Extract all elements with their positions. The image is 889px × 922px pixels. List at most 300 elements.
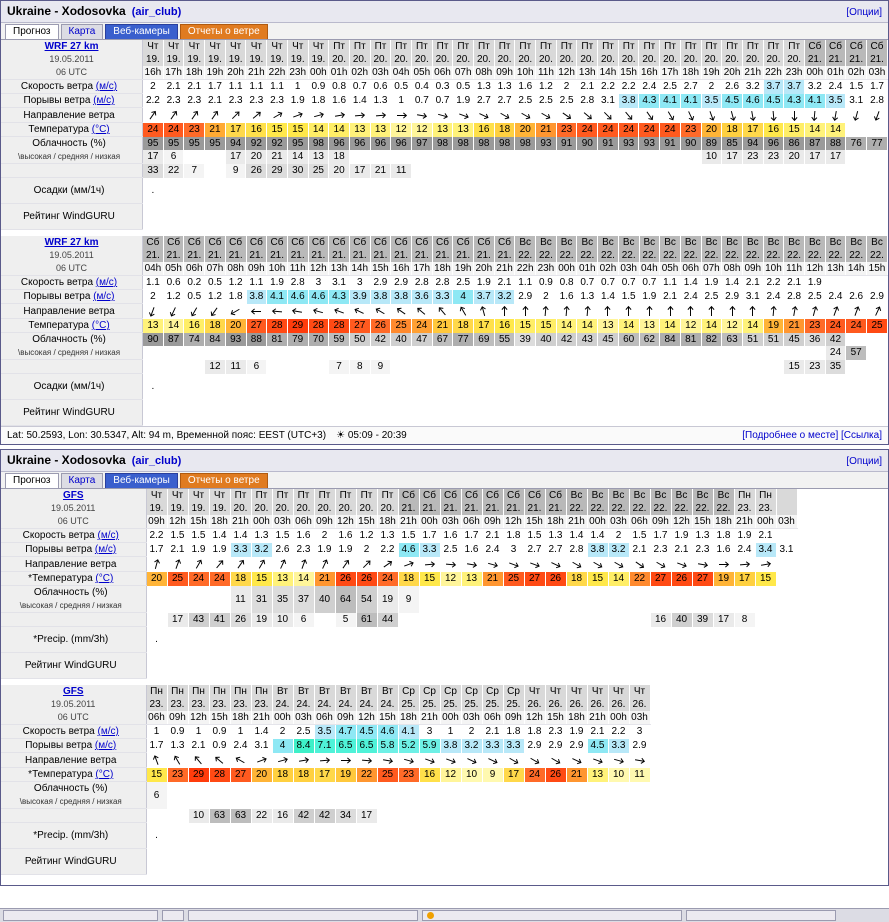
day-cell: Чт	[209, 489, 230, 502]
rating-cell	[784, 204, 805, 230]
cloud-high-cell: 93	[639, 137, 660, 151]
tab-forecast-2[interactable]: Прогноз	[5, 473, 59, 488]
wind-direction-arrow-icon	[556, 108, 577, 123]
date-cell: 21.	[411, 249, 432, 262]
day-cell: Пт	[680, 40, 701, 53]
precip-label: Осадки (мм/1ч)	[1, 374, 143, 400]
hour-cell: 16h	[144, 67, 162, 78]
wind-direction-arrow-icon	[293, 753, 314, 768]
date-cell: 19.	[246, 53, 267, 66]
cloud-low-cell	[432, 164, 453, 178]
cloud-high-cell: 98	[432, 137, 453, 151]
wind-gust-cell: 7.1	[314, 739, 335, 753]
taskbar-item-2[interactable]	[162, 910, 184, 921]
wind-speed-cell: 1.3	[545, 529, 566, 543]
temperature-cell: 26	[545, 768, 566, 782]
cloud-low-label	[1, 613, 146, 627]
wind-speed-cell	[846, 276, 867, 290]
cloud-mid-cell	[391, 346, 412, 360]
wind-direction-arrow-icon	[440, 753, 461, 768]
model-link[interactable]: GFS	[62, 490, 84, 501]
wind-direction-arrow-icon	[804, 304, 825, 319]
date-cell: 21.	[804, 53, 825, 66]
taskbar-item-5[interactable]	[686, 910, 836, 921]
day-cell: Сб	[308, 236, 329, 249]
cloud-low-cell	[143, 360, 164, 374]
date-cell: 24.	[293, 698, 314, 711]
cloud-high-cell: 95	[184, 137, 205, 151]
hour-cell: 06h	[185, 263, 203, 274]
cloud-low-cell	[440, 613, 461, 627]
cloud-low-cell: 42	[314, 809, 335, 823]
cloud-high-cell	[755, 586, 776, 613]
cloud-low-cell	[146, 809, 167, 823]
cloud-low-cell: 10	[272, 613, 293, 627]
cloud-high-cell	[419, 586, 440, 613]
wind-direction-arrow-icon	[329, 304, 350, 319]
wind-speed-cell: 2	[314, 529, 335, 543]
day-cell: Пт	[577, 40, 598, 53]
cloud-low-cell	[618, 164, 639, 178]
club-link-2[interactable]: (air_club)	[131, 455, 182, 467]
temperature-cell: 14	[556, 319, 577, 333]
wind-direction-arrow-icon	[577, 108, 598, 123]
wind-speed-cell: 3	[349, 276, 370, 290]
wind-gust-cell: 2.5	[515, 94, 536, 108]
day-cell: Сб	[267, 236, 288, 249]
precip-cell	[419, 627, 440, 653]
wind-speed-cell: 1.8	[503, 529, 524, 543]
cloud-low-row	[1, 360, 888, 374]
precip-cell	[825, 178, 846, 204]
wind-direction-label: Направление ветра	[1, 304, 143, 319]
day-cell: Чт	[267, 40, 288, 53]
date-cell: 26.	[608, 698, 629, 711]
cloud-mid-cell	[494, 150, 515, 164]
wind-direction-arrow-icon	[246, 108, 267, 123]
cloud-low-cell	[660, 360, 681, 374]
day-cell: Чт	[629, 685, 650, 698]
hour-cell: 10h	[516, 67, 534, 78]
day-cell: Пт	[230, 489, 251, 502]
wind-speed-cell: 0.2	[184, 276, 205, 290]
tab-webcams[interactable]: Веб-камеры	[105, 24, 178, 39]
day-cell: Пт	[329, 40, 350, 53]
temperature-cell: 13	[453, 123, 474, 137]
temperature-cell: 18	[494, 123, 515, 137]
wind-speed-label: Скорость ветра (м/с)	[1, 529, 146, 543]
wind-gust-label: Порывы ветра (м/с)	[1, 543, 146, 557]
hour-cell: 12h	[806, 263, 824, 274]
rating-cell	[713, 653, 734, 679]
hour-cell: 09h	[482, 515, 503, 529]
cloud-low-cell: 11	[391, 164, 412, 178]
date-cell: 20.	[314, 502, 335, 515]
wind-gust-cell: 2.8	[566, 543, 587, 557]
day-cell: Сб	[825, 40, 846, 53]
precip-cell	[272, 823, 293, 849]
club-link[interactable]: (air_club)	[131, 6, 182, 18]
rating-cell	[722, 204, 743, 230]
wind-gust-cell: 3.2	[494, 290, 515, 304]
wind-direction-arrow-icon	[461, 753, 482, 768]
cloud-low-cell	[639, 164, 660, 178]
date-cell: 20.	[515, 53, 536, 66]
day-cell: Пн	[188, 685, 209, 698]
wind-gust-cell: 3.4	[755, 543, 776, 557]
wind-gust-cell: 1.9	[453, 94, 474, 108]
hour-cell: 02h	[351, 67, 369, 78]
wind-direction-arrow-icon	[398, 557, 419, 572]
wind-speed-cell: 1.3	[377, 529, 398, 543]
wind-speed-cell: 2.8	[432, 276, 453, 290]
day-cell: Сб	[349, 236, 370, 249]
rating-cell	[629, 653, 650, 679]
model-cell: WRF 27 km 19.05.2011 06 UTC	[1, 40, 143, 80]
date-cell: 22.	[692, 502, 713, 515]
wind-direction-arrow-icon	[680, 108, 701, 123]
day-cell: Сб	[419, 489, 440, 502]
rating-cell	[482, 849, 503, 875]
temperature-cell: 18	[205, 319, 226, 333]
precip-cell	[503, 627, 524, 653]
cloud-low-cell: 34	[335, 809, 356, 823]
taskbar-item-4[interactable]	[422, 910, 682, 921]
wind-direction-arrow-icon	[680, 304, 701, 319]
rating-cell	[440, 653, 461, 679]
cloud-high-cell: 37	[293, 586, 314, 613]
temperature-cell: 18	[722, 123, 743, 137]
cloud-low-cell	[453, 360, 474, 374]
wind-speed-cell: 1	[188, 725, 209, 739]
day-cell: Сб	[205, 236, 226, 249]
precip-cell	[618, 374, 639, 400]
precip-row	[1, 374, 888, 400]
hour-cell: 23h	[289, 67, 307, 78]
tab-wind-reports-2[interactable]: Отчеты о ветре	[180, 473, 268, 488]
precip-row	[1, 823, 650, 849]
cloud-low-cell	[825, 164, 846, 178]
precip-cell	[167, 823, 188, 849]
hour-cell: 14h	[351, 263, 369, 274]
cloud-high-cell	[734, 586, 755, 613]
wind-gust-cell: 1.9	[639, 290, 660, 304]
cloud-low-cell	[411, 360, 432, 374]
temperature-cell: 15	[536, 319, 557, 333]
wind-speed-cell: 1.5	[524, 529, 545, 543]
temperature-cell: 14	[804, 123, 825, 137]
wind-speed-cell: 2.4	[639, 80, 660, 94]
temperature-cell	[776, 572, 797, 586]
wind-gust-cell: 2.4	[230, 739, 251, 753]
wind-direction-arrow-icon	[287, 304, 308, 319]
cloud-mid-cell	[784, 346, 805, 360]
options-link-2[interactable]: [Опции]	[846, 456, 882, 467]
wind-speed-cell: 0.3	[432, 80, 453, 94]
temperature-cell: 26	[335, 572, 356, 586]
hour-cell: 15h	[620, 67, 637, 78]
day-cell: Вс	[692, 489, 713, 502]
date-cell: 23.	[755, 502, 776, 515]
wind-direction-arrow-icon	[494, 304, 515, 319]
precip-cell	[692, 627, 713, 653]
precip-cell	[629, 627, 650, 653]
cloud-low-cell: 23	[804, 360, 825, 374]
wind-gust-cell: 2.9	[515, 290, 536, 304]
cloud-low-cell	[545, 613, 566, 627]
wind-direction-label: Направление ветра	[1, 108, 143, 123]
precip-cell	[577, 374, 598, 400]
date-cell: 21.	[349, 249, 370, 262]
wind-speed-cell: 1.5	[629, 529, 650, 543]
model-link[interactable]: GFS	[62, 686, 84, 697]
wind-direction-arrow-icon	[524, 557, 545, 572]
day-cell: Сб	[494, 236, 515, 249]
cloud-low-cell: 26	[246, 164, 267, 178]
model-link[interactable]: WRF 27 km	[44, 41, 99, 52]
day-cell: Пт	[251, 489, 272, 502]
wind-direction-arrow-icon	[209, 557, 230, 572]
wind-gust-cell: 3.3	[230, 543, 251, 557]
cloud-low-cell: 26	[230, 613, 251, 627]
tab-map-2[interactable]: Карта	[61, 473, 104, 488]
wind-speed-cell: 2	[272, 725, 293, 739]
hour-cell: 09h	[248, 263, 265, 274]
cloud-low-cell	[763, 360, 784, 374]
wind-gust-cell: 3.1	[742, 290, 763, 304]
cloud-high-cell	[692, 586, 713, 613]
wind-direction-arrow-icon	[398, 753, 419, 768]
cloud-mid-cell	[246, 346, 267, 360]
tab-webcams-2[interactable]: Веб-камеры	[105, 473, 178, 488]
cloud-low-cell	[618, 360, 639, 374]
cloud-high-cell	[167, 782, 188, 809]
wind-direction-arrow-icon	[660, 304, 681, 319]
day-cell: Ср	[503, 685, 524, 698]
temperature-cell: 9	[482, 768, 503, 782]
rating-cell	[411, 400, 432, 426]
wind-direction-arrow-icon	[701, 108, 722, 123]
rating-cell	[308, 204, 329, 230]
day-cell: Пн	[146, 685, 167, 698]
day-cell: Чт	[566, 685, 587, 698]
day-cell: Сб	[804, 40, 825, 53]
day-cell: Сб	[474, 236, 495, 249]
precip-cell	[494, 178, 515, 204]
wind-direction-label: Направление ветра	[1, 753, 146, 768]
precip-cell	[329, 178, 350, 204]
cloud-low-cell	[722, 164, 743, 178]
temperature-cell: 15	[287, 123, 308, 137]
cloud-high-cell	[461, 586, 482, 613]
wind-speed-cell: 1.5	[167, 529, 188, 543]
wind-direction-arrow-icon	[293, 557, 314, 572]
cloud-high-cell	[776, 586, 797, 613]
temperature-cell: 23	[804, 319, 825, 333]
precip-cell	[370, 374, 391, 400]
footer-links[interactable]: [Подробнее о месте] [Ссылка]	[742, 430, 882, 441]
temperature-cell: 15	[784, 123, 805, 137]
wind-speed-cell: 1.1	[225, 80, 246, 94]
wind-direction-arrow-icon	[494, 108, 515, 123]
taskbar[interactable]	[0, 908, 889, 922]
day-cell: Вс	[608, 489, 629, 502]
hour-cell: 20h	[227, 67, 244, 78]
date-cell: 20.	[370, 53, 391, 66]
rating-cell	[515, 204, 536, 230]
precip-cell	[536, 374, 557, 400]
cloud-low-cell	[755, 613, 776, 627]
date-cell: 22.	[722, 249, 743, 262]
rating-cell	[349, 204, 370, 230]
hour-cell: 18h	[398, 711, 419, 725]
model-link[interactable]: WRF 27 km	[44, 237, 99, 248]
cloud-low-cell	[556, 164, 577, 178]
wind-gust-cell: 0.7	[411, 94, 432, 108]
cloud-high-cell	[314, 782, 335, 809]
cloud-mid-cell	[453, 150, 474, 164]
precip-cell	[209, 627, 230, 653]
wind-gust-cell: 4.3	[639, 94, 660, 108]
day-cell: Сб	[846, 40, 867, 53]
rating-cell	[722, 400, 743, 426]
precip-cell	[329, 374, 350, 400]
temperature-cell: 10	[461, 768, 482, 782]
wind-speed-cell: 2	[701, 80, 722, 94]
date-cell: 20.	[577, 53, 598, 66]
precip-cell	[188, 627, 209, 653]
hour-cell: 12h	[167, 515, 188, 529]
date-cell: 21.	[867, 53, 888, 66]
wind-speed-cell: 1.4	[251, 725, 272, 739]
cloud-mid-cell	[763, 346, 784, 360]
cloud-mid-cell	[577, 150, 598, 164]
hour-cell: 23h	[785, 67, 803, 78]
wind-direction-arrow-icon	[209, 753, 230, 768]
hour-cell: 09h	[335, 711, 356, 725]
tab-wind-reports[interactable]: Отчеты о ветре	[180, 24, 268, 39]
cloud-high-cell: 77	[453, 333, 474, 347]
date-cell: 20.	[251, 502, 272, 515]
date-cell: 24.	[335, 698, 356, 711]
wind-direction-arrow-icon	[163, 108, 184, 123]
cloud-mid-cell: 17	[804, 150, 825, 164]
rating-cell	[639, 400, 660, 426]
wind-direction-arrow-icon	[146, 753, 167, 768]
wind-direction-arrow-icon	[225, 108, 246, 123]
wind-speed-cell: 3.7	[784, 80, 805, 94]
wind-direction-arrow-icon	[639, 108, 660, 123]
hour-cell: 15h	[188, 515, 209, 529]
date-cell: 20.	[660, 53, 681, 66]
cloud-mid-cell: 23	[742, 150, 763, 164]
precip-cell	[411, 374, 432, 400]
day-cell: Чт	[524, 685, 545, 698]
day-cell: Вс	[598, 236, 619, 249]
hour-cell: 21h	[496, 263, 513, 274]
hour-cell: 04h	[392, 67, 410, 78]
tab-map[interactable]: Карта	[61, 24, 104, 39]
cloud-low-cell	[598, 164, 619, 178]
cloud-label: Облачность (%) \высокая / средняя / низкая	[1, 137, 143, 164]
cloud-high-cell	[566, 782, 587, 809]
date-cell: 21.	[545, 502, 566, 515]
options-link[interactable]: [Опции]	[846, 7, 882, 18]
day-cell: Пт	[453, 40, 474, 53]
rating-cell	[494, 204, 515, 230]
wind-gust-cell: 1.3	[370, 94, 391, 108]
temperature-cell: 15	[267, 123, 288, 137]
wind-direction-arrow-icon	[143, 108, 164, 123]
cloud-high-cell: 11	[230, 586, 251, 613]
hour-cell: 12h	[503, 515, 524, 529]
taskbar-item-3[interactable]	[188, 910, 418, 921]
day-cell: Пт	[432, 40, 453, 53]
cloud-high-cell: 6	[146, 782, 167, 809]
date-cell: 20.	[432, 53, 453, 66]
tab-forecast[interactable]: Прогноз	[5, 24, 59, 39]
date-cell: 26.	[629, 698, 650, 711]
wind-direction-arrow-icon	[453, 304, 474, 319]
rating-cell	[287, 204, 308, 230]
date-cell: 24.	[356, 698, 377, 711]
rating-cell	[482, 653, 503, 679]
wind-direction-arrow-icon	[608, 753, 629, 768]
date-cell: 21.	[474, 249, 495, 262]
precip-cell	[377, 627, 398, 653]
cloud-low-cell: 6	[246, 360, 267, 374]
temperature-cell: 24	[524, 768, 545, 782]
forecast-window-2	[0, 449, 889, 886]
wind-gust-cell: 1.6	[461, 543, 482, 557]
forecast-table	[1, 40, 888, 230]
wind-speed-cell: 2.3	[545, 725, 566, 739]
wind-speed-cell: 0.7	[639, 276, 660, 290]
taskbar-item-1[interactable]	[3, 910, 158, 921]
cloud-high-cell	[461, 782, 482, 809]
hour-cell: 10h	[765, 263, 782, 274]
wind-speed-cell: 1.1	[246, 276, 267, 290]
day-cell: Сб	[411, 236, 432, 249]
date-cell: 21.	[267, 249, 288, 262]
day-cell: Пт	[349, 40, 370, 53]
cloud-mid-cell: 10	[701, 150, 722, 164]
cloud-high-cell: 91	[598, 137, 619, 151]
wind-direction-arrow-icon	[629, 753, 650, 768]
wind-gust-cell: 1	[391, 94, 412, 108]
cloud-mid-cell	[804, 346, 825, 360]
day-cell: Сб	[184, 236, 205, 249]
cloud-low-cell	[722, 360, 743, 374]
cloud-high-cell	[188, 782, 209, 809]
wind-speed-cell: 1.1	[246, 80, 267, 94]
cloud-mid-cell	[867, 150, 888, 164]
wind-direction-arrow-icon	[784, 304, 805, 319]
cloud-low-cell	[784, 164, 805, 178]
hour-cell: 03h	[867, 66, 888, 80]
wind-gust-row	[1, 739, 650, 753]
cloud-low-cell: 33	[143, 164, 164, 178]
cloud-low-cell	[482, 809, 503, 823]
rating-cell	[329, 204, 350, 230]
date-cell: 22.	[556, 249, 577, 262]
day-cell: Пт	[370, 40, 391, 53]
temperature-cell: 23	[556, 123, 577, 137]
wind-gust-cell: 0.7	[432, 94, 453, 108]
date-cell: 23.	[251, 698, 272, 711]
cloud-mid-cell	[577, 346, 598, 360]
date-cell: 24.	[377, 698, 398, 711]
